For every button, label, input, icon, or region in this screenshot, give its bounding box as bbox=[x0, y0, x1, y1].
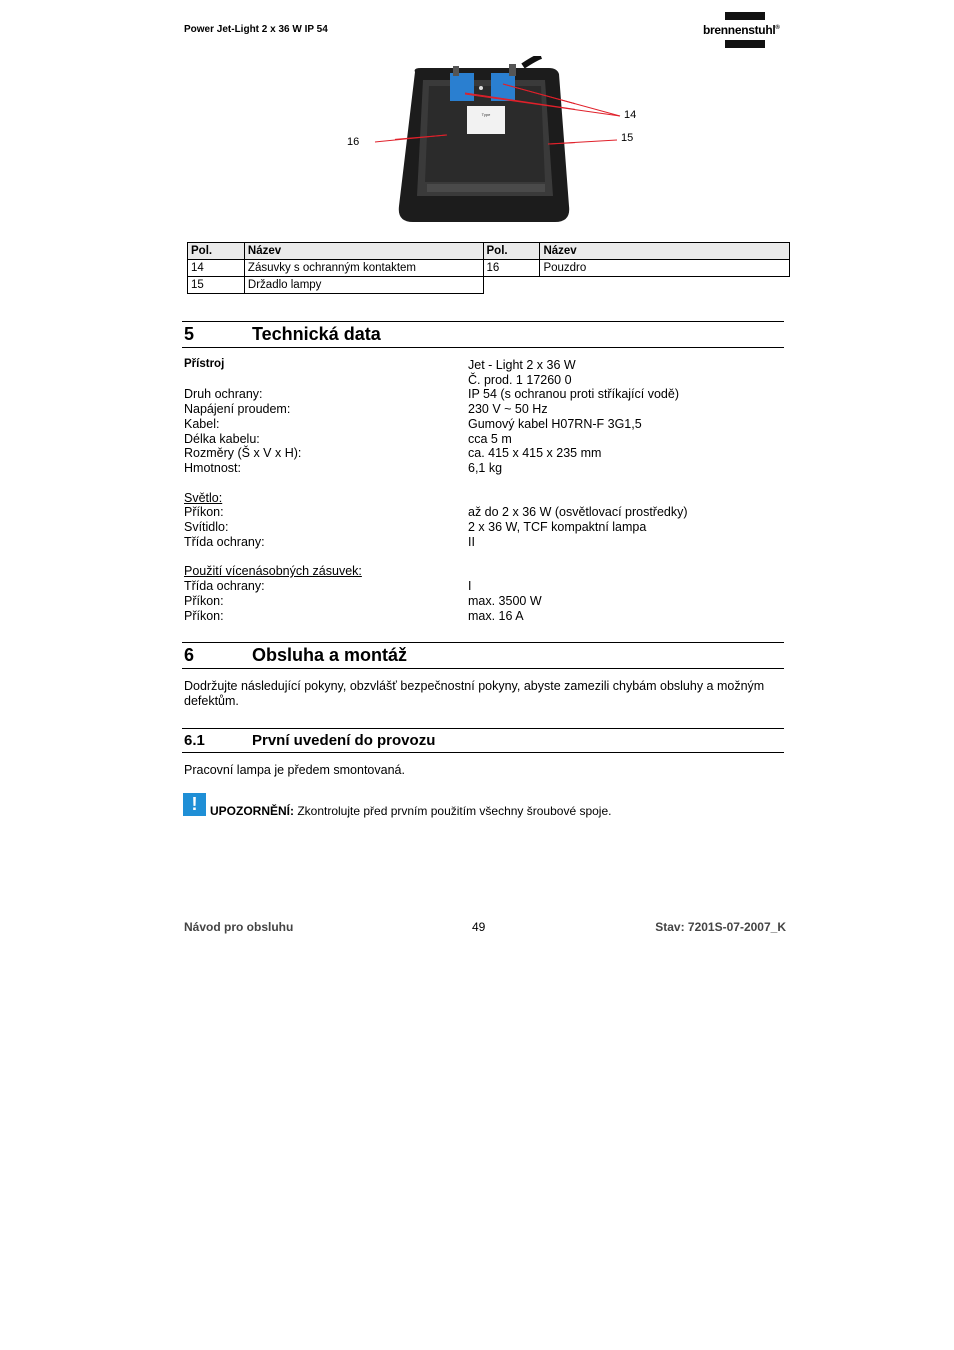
section-rule-bottom bbox=[182, 347, 784, 348]
spec-value: 230 V ~ 50 Hz bbox=[468, 402, 548, 416]
logo-bar-top bbox=[725, 12, 765, 20]
section-61-paragraph: Pracovní lampa je předem smontovaná. bbox=[184, 763, 405, 777]
spec-row bbox=[184, 579, 784, 594]
document-title: Power Jet-Light 2 x 36 W IP 54 bbox=[184, 24, 328, 35]
section-rule-top bbox=[182, 728, 784, 729]
spec-label: Příkon: bbox=[184, 505, 224, 519]
footer-left: Návod pro obsluhu bbox=[184, 920, 294, 934]
spec-label: Kabel: bbox=[184, 417, 220, 431]
spec-value: cca 5 m bbox=[468, 432, 512, 446]
logo-bar-bottom bbox=[725, 40, 765, 48]
header-nazev-2: Název bbox=[540, 243, 790, 260]
callout-15: 15 bbox=[621, 132, 634, 144]
spec-label: Třída ochrany: bbox=[184, 579, 265, 593]
section-6-title: Obsluha a montáž bbox=[252, 645, 408, 665]
logo-registered-mark: ® bbox=[775, 25, 780, 31]
sockets-subheading-row bbox=[184, 564, 784, 579]
spec-row-prod bbox=[184, 373, 784, 388]
warning-text: Zkontrolujte před prvním použitím všechny šroubové spoje. bbox=[294, 804, 612, 818]
sockets-subheading: Použití vícenásobných zásuvek: bbox=[184, 564, 362, 578]
spec-label: Napájení proudem: bbox=[184, 402, 291, 416]
cell: 16 bbox=[483, 260, 540, 277]
table-row bbox=[188, 260, 790, 277]
spec-label: Délka kabelu: bbox=[184, 432, 260, 446]
spec-label: Přístroj bbox=[184, 358, 225, 370]
spec-row bbox=[184, 461, 784, 476]
cell: Zásuvky s ochranným kontaktem bbox=[244, 260, 483, 277]
empty-cell bbox=[483, 277, 540, 294]
spec-row bbox=[184, 520, 784, 535]
section-rule-top bbox=[182, 321, 784, 322]
spec-value: ca. 415 x 415 x 235 mm bbox=[468, 446, 602, 460]
cell: Pouzdro bbox=[540, 260, 790, 277]
warning-label: UPOZORNĚNÍ: bbox=[210, 804, 294, 818]
spec-row bbox=[184, 505, 784, 520]
page-number: 49 bbox=[472, 920, 486, 934]
section-rule-top bbox=[182, 642, 784, 643]
logo-text bbox=[703, 23, 785, 37]
spec-value: až do 2 x 36 W (osvětlovací prostředky) bbox=[468, 505, 688, 519]
spec-row bbox=[184, 387, 784, 402]
callout-lines bbox=[370, 56, 630, 156]
warning-note bbox=[210, 804, 611, 819]
footer-right: Stav: 7201S-07-2007_K bbox=[655, 920, 786, 934]
spec-label: Příkon: bbox=[184, 594, 224, 608]
spec-value: I bbox=[468, 579, 472, 593]
spec-value: Jet - Light 2 x 36 W bbox=[468, 358, 576, 372]
spec-row bbox=[184, 417, 784, 432]
header-pol-2: Pol. bbox=[483, 243, 540, 260]
parts-table bbox=[187, 242, 790, 294]
spec-row bbox=[184, 594, 784, 609]
spec-value: max. 3500 W bbox=[468, 594, 542, 608]
section-5-number: 5 bbox=[184, 324, 195, 344]
table-header-row bbox=[188, 243, 790, 260]
spec-row-device bbox=[184, 358, 784, 373]
light-subheading-row bbox=[184, 491, 784, 506]
spec-value: max. 16 A bbox=[468, 609, 524, 623]
header-pol-1: Pol. bbox=[188, 243, 245, 260]
callout-14: 14 bbox=[624, 109, 637, 121]
section-6-paragraph: Dodržujte následující pokyny, obzvlášť bezpečnostní pokyny, abyste zamezili chybám obsluhy a možným defektům. bbox=[184, 679, 765, 708]
section-61-number: 6.1 bbox=[184, 732, 205, 749]
spec-row bbox=[184, 446, 784, 461]
spec-label: Druh ochrany: bbox=[184, 387, 263, 401]
label-plate-text: Type bbox=[481, 112, 491, 117]
brennenstuhl-logo bbox=[703, 12, 785, 48]
section-rule-bottom bbox=[182, 752, 784, 753]
spec-row bbox=[184, 535, 784, 550]
warning-icon: ! bbox=[183, 793, 206, 816]
spec-value: 6,1 kg bbox=[468, 461, 503, 475]
section-rule-bottom bbox=[182, 668, 784, 669]
spec-value: Č. prod. 1 17260 0 bbox=[468, 373, 572, 387]
section-61-title: První uvedení do provozu bbox=[252, 732, 436, 749]
spec-value: 2 x 36 W, TCF kompaktní lampa bbox=[468, 520, 647, 534]
spec-row bbox=[184, 432, 784, 447]
callout-16: 16 bbox=[347, 136, 360, 148]
cell: 15 bbox=[188, 277, 245, 294]
section-5-title: Technická data bbox=[252, 324, 381, 344]
spec-label: Třída ochrany: bbox=[184, 535, 265, 549]
empty-cell bbox=[540, 277, 790, 294]
spec-label: Příkon: bbox=[184, 609, 224, 623]
spec-value: II bbox=[468, 535, 475, 549]
spec-label: Svítidlo: bbox=[184, 520, 229, 534]
cell: 14 bbox=[188, 260, 245, 277]
section-6-number: 6 bbox=[184, 645, 195, 665]
spec-value: Gumový kabel H07RN-F 3G1,5 bbox=[468, 417, 642, 431]
cell: Držadlo lampy bbox=[244, 277, 483, 294]
spec-label: Hmotnost: bbox=[184, 461, 241, 475]
spec-row bbox=[184, 609, 784, 624]
header-nazev-1: Název bbox=[244, 243, 483, 260]
spec-row bbox=[184, 402, 784, 417]
spec-label: Rozměry (Š x V x H): bbox=[184, 446, 302, 460]
logo-wordmark: brennenstuhl bbox=[703, 23, 776, 37]
table-row bbox=[188, 277, 790, 294]
spec-value: IP 54 (s ochranou proti stříkající vodě) bbox=[468, 387, 679, 401]
light-subheading: Světlo: bbox=[184, 491, 223, 505]
